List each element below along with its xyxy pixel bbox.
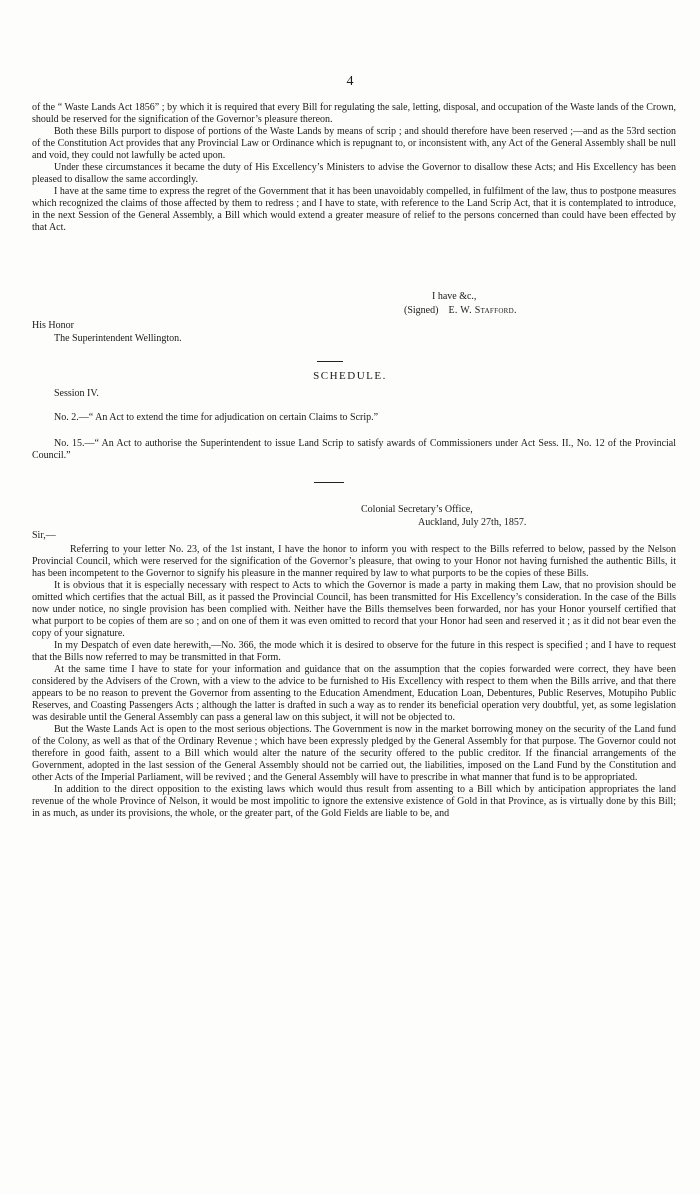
schedule-heading: SCHEDULE. (313, 370, 387, 382)
letter1-body (32, 102, 676, 234)
letter2-paragraph: But the Waste Lands Act is open to the most serious objections. The Government is now in the market borrowing money on the security of the Land fund of the Colony, as well as that of the Ordinary Revenue ; which have been expressly pledged by the General Assembly for that purpose. The Governor could not therefore in good faith, assent to a Bill which would alter the nature of the security offered to the public creditor. If the financial arrangements of the Government, adopted in the last session of the General Assembly should not be carried out, the liabilities, imposed on the Land Fund by the Constitution and other Acts of the Imperial Parliament, will be revived ; and the General Assembly will have to prescribe in what manner that fund is to be appropriated. (32, 724, 676, 783)
letter2-place-date: Auckland, July 27th, 1857. (418, 517, 527, 528)
section-divider (314, 482, 344, 483)
letter2-office: Colonial Secretary’s Office, (361, 504, 473, 515)
letter2-paragraph: At the same time I have to state for your information and guidance that on the assumption that the copies forwarded were correct, they have been considered by the Advisers of the Crown, with a view to the advice to be furnished to His Excellency with respect to them when the Bills arrive, and that there appears to be no reason to prevent the Governor from assenting to the Education Amendment, Education Loan, Debentures, Public Reserves, Motupiho Public Reserves, and Coasting Passengers Acts ; although the latter is drafted in such a way as to render its beneficial operation very doubtful, yet, as some legislation was desirable until the General Assembly can pass a general law on this subject, it will not be objected to. (32, 664, 676, 723)
schedule-items (32, 412, 676, 424)
letter2-paragraph: It is obvious that it is especially necessary with respect to Acts to which the Governor is made a party in making them Law, that no provision should be omitted which certifies that the actual Bill, as it passed the Provincial Council, has been transmitted for His Excellency’s consideration. In the case of the Bills now under notice, no single provision has been complied with. Neither have the Bills themselves been forwarded, nor has your Honor yourself certified that what purport to be copies of them are so ; and on one of them it was even omitted to record that your Honor had seen and reserved it ; as it did not bear even the copy of your signature. (32, 580, 676, 639)
letter2-body (32, 544, 676, 820)
letter1-addressee: His Honor (32, 320, 74, 331)
letter1-paragraph: of the “ Waste Lands Act 1856” ; by which it is required that every Bill for regulating the sale, letting, disposal, and occupation of the Waste lands of the Crown, should be reserved for the signification of the Governor’s pleasure thereon. (32, 102, 676, 125)
schedule-session: Session IV. (54, 388, 99, 399)
letter2-salutation: Sir,— (32, 530, 56, 541)
letter2-paragraph: Referring to your letter No. 23, of the 1st instant, I have the honor to inform you with respect to the Bills referred to below, passed by the Nelson Provincial Council, which were reserved for the signification of the Governor’s pleasure, that owing to your Honor not having furnished the authentic Bills, it has been incompetent to the Governor to signify his pleasure in the manner required by law to what purports to be the copies of these Bills. (32, 544, 676, 579)
page-number: 4 (346, 74, 354, 89)
letter1-paragraph: Under these circumstances it became the duty of His Excellency’s Ministers to advise the Governor to disallow these Acts; and His Excellency has been pleased to disallow the same accordingly. (32, 162, 676, 185)
schedule-item: No. 2.—“ An Act to extend the time for adjudication on certain Claims to Scrip.” (54, 412, 379, 423)
letter2-paragraph: In addition to the direct opposition to the existing laws which would thus result from assenting to a Bill which by anticipation appropriates the land revenue of the whole Province of Nelson, it would be most impolitic to ignore the extensive existence of Gold in that Province, as is virtually done by this Bill; in as much, as under its provisions, the whole, or the greater part, of the Gold Fields are liable to be, and (32, 784, 676, 819)
letter1-signature (404, 305, 517, 317)
signed-prefix: (Signed) (404, 305, 439, 316)
letter1-paragraph: I have at the same time to express the regret of the Government that it has been unavoidably compelled, in fulfilment of the law, thus to postpone measures which recognized the claims of those affected by them to redress ; and I have to state, with reference to the Land Scrip Act, that it is contemplated to introduce, in the next Session of the General Assembly, a Bill which would extend a greater measure of relief to the persons concerned than could have been effected by that Act. (32, 186, 676, 233)
section-divider (317, 361, 343, 362)
letter1-addressee: The Superintendent Wellington. (54, 333, 182, 344)
signatory-name: E. W. Stafford. (448, 305, 517, 316)
schedule-item: No. 15.—“ An Act to authorise the Superintendent to issue Land Scrip to satisfy awards of Commissioners under Act Sess. II., No. 12 of the Provincial Council.” (32, 438, 676, 461)
schedule-items-2 (32, 438, 676, 462)
letter2-paragraph: In my Despatch of even date herewith,—No. 366, the mode which it is desired to observe for the future in this respect is specified ; and I have to request that the Bills now referred to may be transmitted in that Form. (32, 640, 676, 663)
letter1-paragraph: Both these Bills purport to dispose of portions of the Waste Lands by means of scrip ; and should therefore have been reserved ;—and as the 53rd section of the Constitution Act provides that any Provincial Law or Ordinance which is repugnant to, or inconsistent with, any Act of the General Assembly shall be null and void, they could not lawfully be acted upon. (32, 126, 676, 161)
letter1-closing: I have &c., (432, 291, 477, 302)
